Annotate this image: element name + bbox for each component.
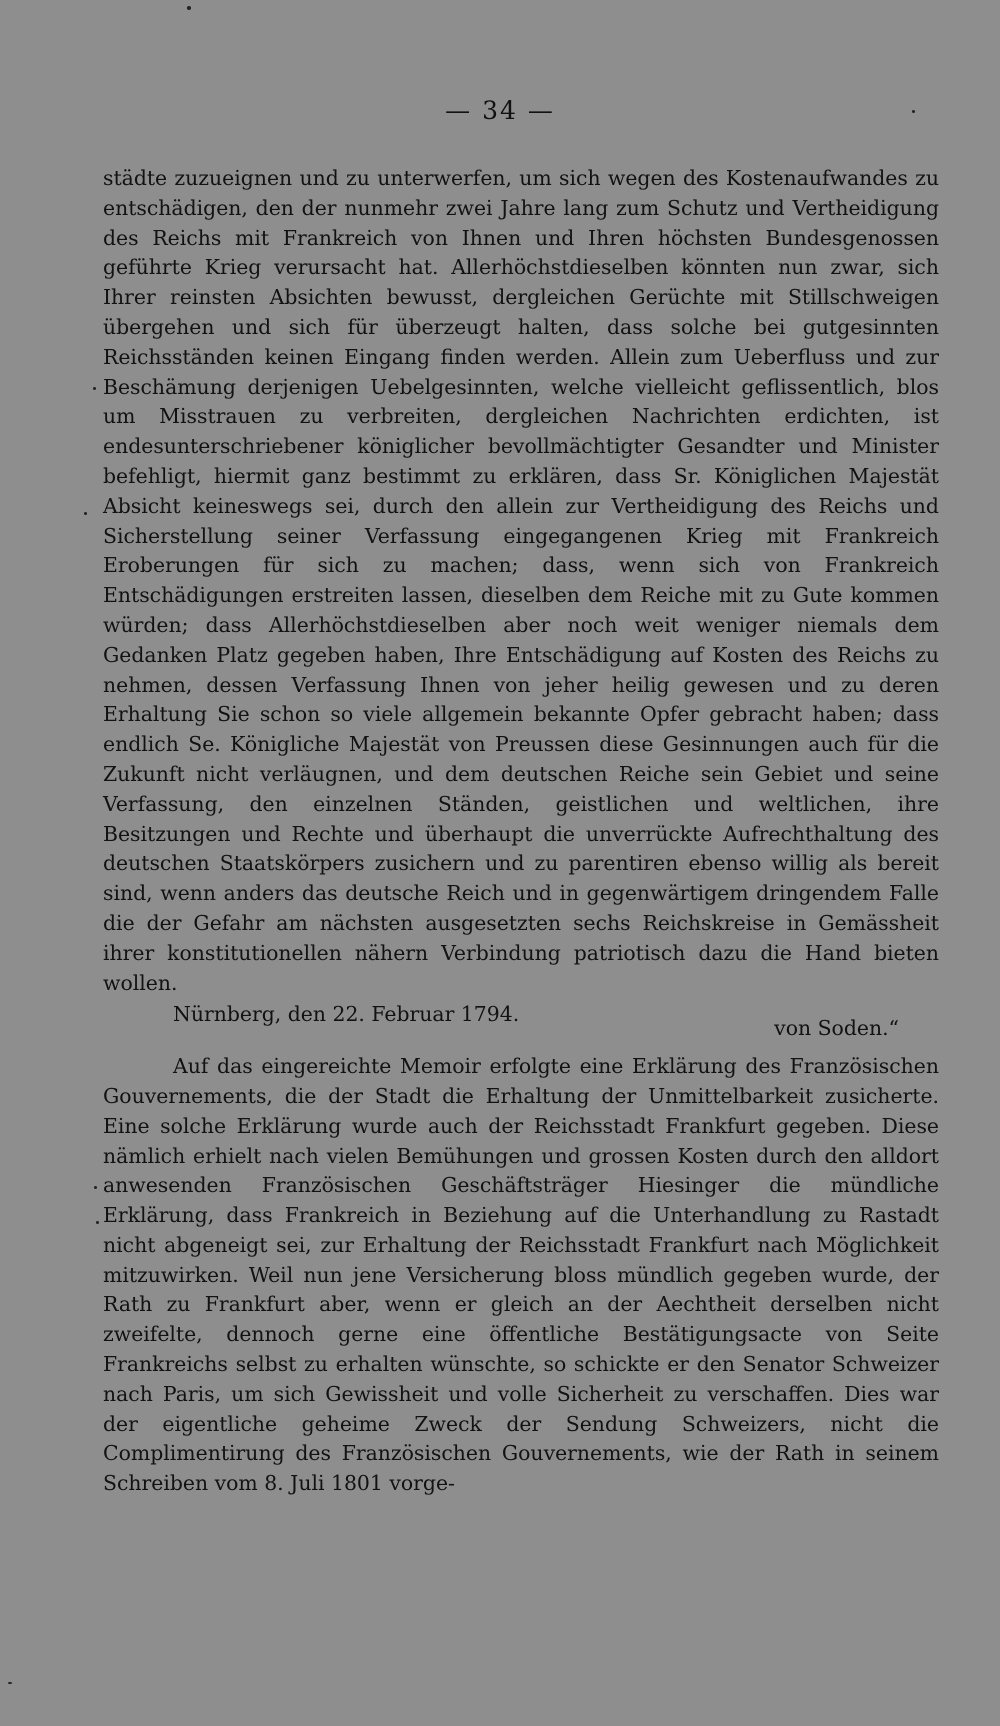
scan-speck — [96, 1221, 99, 1224]
scan-speck — [8, 1682, 12, 1684]
signer-name: von Soden.“ — [774, 1016, 899, 1041]
scan-speck — [912, 110, 915, 113]
body-text — [103, 164, 939, 1499]
place-and-date: Nürnberg, den 22. Februar 1794. — [173, 1002, 520, 1027]
scan-speck — [94, 1186, 97, 1189]
page-number: — 34 — — [445, 96, 555, 125]
narrative-paragraph: Auf das eingereichte Memoir erfolgte eine Erklärung des Französischen Gouvernements, die der Stadt die Erhaltung der Unmittelbarkeit zusicherte. Eine solche Erklärung wurde auch der Reichsstadt Frankfurt gegeben. Diese nämlich erhielt nach vielen Bemühungen und grossen Kosten durch den alldort anwesenden Französischen Geschäftsträger Hiesinger die mündliche Erklärung, dass Frankreich in Beziehung auf die Unterhandlung zu Rastadt nicht abgeneigt sei, zur Erhaltung der Reichsstadt Frankfurt nach Möglichkeit mitzuwirken. Weil nun jene Versicherung bloss mündlich gegeben wurde, der Rath zu Frankfurt aber, wenn er gleich an der Aechtheit derselben nicht zweifelte, dennoch gerne eine öffentliche Bestätigungsacte von Seite Frankreichs selbst zu erhalten wünschte, so schickte er den Senator Schweizer nach Paris, um sich Gewissheit und volle Sicherheit zu verschaffen. Dies war der eigentliche geheime Zweck der Sendung Schweizers, nicht die Complimentirung des Französischen Gouvernements, wie der Rath in seinem Schreiben vom 8. Juli 1801 vorge- — [103, 1054, 939, 1496]
scan-speck — [187, 6, 191, 10]
signature-line — [103, 1000, 939, 1041]
quoted-declaration-paragraph: städte zuzueignen und zu unterwerfen, um sich wegen des Kostenaufwandes zu entschädigen, den der nunmehr zwei Jahre lang zum Schutz und Vertheidigung des Reichs mit Frankreich von Ihnen und Ihren höchsten Bundesgenossen geführte Krieg verursacht hat. Allerhöchstdieselben könnten nun zwar, sich Ihrer reinsten Absichten bewusst, dergleichen Gerüchte mit Stillschweigen übergehen und sich für überzeugt halten, dass solche bei gutgesinnten Reichsständen keinen Eingang finden werden. Allein zum Ueberfluss und zur Beschämung derjenigen Uebelgesinnten, welche vielleicht geflissentlich, blos um Misstrauen zu verbreiten, dergleichen Nachrichten erdichten, ist endesunterschriebener königlicher bevollmächtigter Gesandter und Minister befehligt, hiermit ganz bestimmt zu erklären, dass Sr. Königlichen Majestät Absicht keineswegs sei, durch den allein zur Vertheidigung des Reichs und Sicherstellung seiner Verfassung eingegangenen Krieg mit Frankreich Eroberungen für sich zu machen; dass, wenn sich von Frankreich Entschädigungen erstreiten lassen, dieselben dem Reiche mit zu Gute kommen würden; dass Allerhöchstdieselben aber noch weit weniger niemals dem Gedanken Platz gegeben haben, Ihre Entschädigung auf Kosten des Reichs zu nehmen, dessen Verfassung Ihnen von jeher heilig gewesen und zu deren Erhaltung Sie schon so viele allgemein bekannte Opfer gebracht haben; dass endlich Se. Königliche Majestät von Preussen diese Gesinnungen auch für die Zukunft nicht verläugnen, und dem deutschen Reiche sein Gebiet und seine Verfassung, den einzelnen Ständen, geistlichen und weltlichen, ihre Besitzungen und Rechte und überhaupt die unverrückte Aufrechthaltung des deutschen Staatskörpers zusichern und zu parentiren ebenso willig als bereit sind, wenn anders das deutsche Reich und in gegenwärtigem dringendem Falle die der Gefahr am nächsten ausgesetzten sechs Reichskreise in Gemässheit ihrer konstitutionellen nähern Verbindung patriotisch dazu die Hand bieten wollen. — [103, 166, 939, 995]
scan-speck — [93, 387, 96, 390]
scan-speck — [84, 512, 87, 515]
